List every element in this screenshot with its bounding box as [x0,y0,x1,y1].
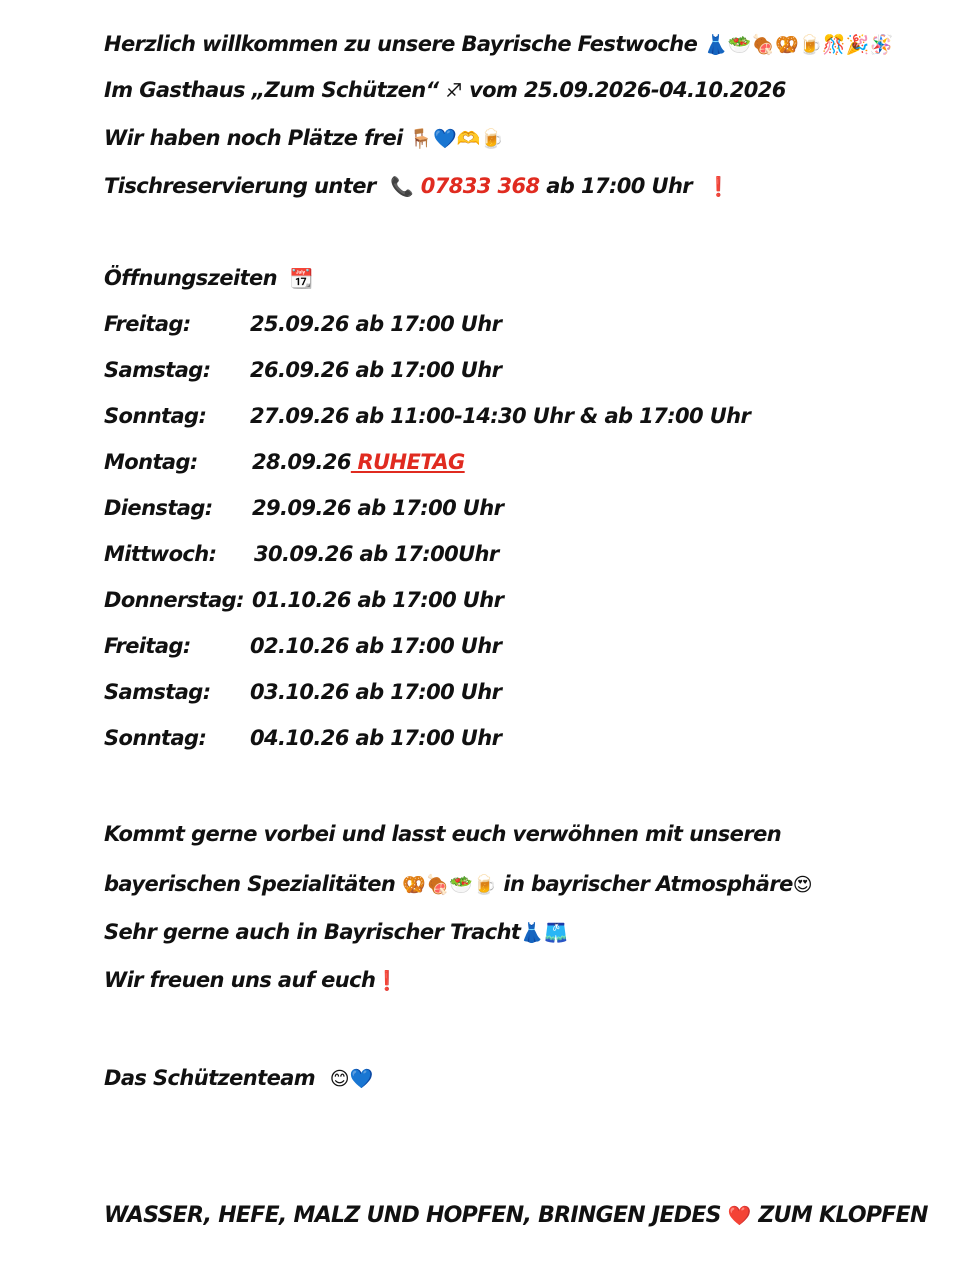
hours-row-time: 28.09.26 [252,450,351,474]
hours-row-time: 25.09.26 ab 17:00 Uhr [250,312,502,336]
hours-row [104,495,503,521]
outro-line-specialties [104,871,813,898]
hours-row-day: Freitag: [104,312,191,336]
heart-icon: ❤️ [727,1205,752,1227]
outro-line-tracht [104,919,568,946]
exclamation-icon: ❗ [375,970,399,992]
hours-row-day: Samstag: [104,680,211,704]
phone-number[interactable]: 07833 368 [420,174,540,198]
hours-row [104,633,501,659]
hours-row-time: 29.09.26 ab 17:00 Uhr [252,496,504,520]
hours-title-text: Öffnungszeiten [104,266,278,290]
intro-line-venue [104,77,786,104]
intro-line-welcome [104,31,893,58]
hours-row-day: Dienstag: [104,496,213,520]
reservation-text: Tischreservierung unter [104,174,376,198]
outro-line-invite [104,821,781,847]
phone-icon: 📞 [390,176,414,198]
slogan-part-2: ZUM KLOPFEN [758,1203,928,1228]
welcome-text: Herzlich willkommen zu unsere Bayrische Festwoche [104,32,698,56]
smile-heart-icons: 😊💙 [329,1068,374,1090]
hours-row-time: 01.10.26 ab 17:00 Uhr [252,588,504,612]
hours-row [104,311,501,337]
hours-row [104,449,465,475]
signature-text: Das Schützenteam [104,1066,316,1090]
hours-row [104,725,501,751]
calendar-icon: 📆 [289,268,314,290]
slogan-part-1: WASSER, HEFE, MALZ UND HOPFEN, BRINGEN JEDES [104,1203,721,1228]
outro-line-looking-forward [104,967,399,994]
hours-title [104,265,313,292]
reservation-time-text: ab 17:00 Uhr [546,174,693,198]
hours-row-day: Freitag: [104,634,191,658]
hours-row [104,403,750,429]
hours-row-time: 04.10.26 ab 17:00 Uhr [250,726,502,750]
hours-row-time: 02.10.26 ab 17:00 Uhr [250,634,502,658]
invite-text: Kommt gerne vorbei und lasst euch verwöhnen mit unseren [104,822,782,846]
exclamation-icon: ❗ [706,176,731,198]
hours-row [104,587,503,613]
intro-line-seats [104,125,504,152]
hours-row-time: 30.09.26 ab 17:00Uhr [254,542,499,566]
seat-heart-beer-icons: 🪑💙🫶🍺 [409,128,505,150]
atmosphere-text: in bayrischer Atmosphäre [503,872,793,896]
signature [104,1065,373,1092]
heart-eyes-icon: 😍 [792,874,813,896]
food-beer-icons: 🥨🍖🥗🍺 [402,874,497,896]
looking-forward-text: Wir freuen uns auf euch [104,968,376,992]
hours-row [104,357,501,383]
specialties-text: bayerischen Spezialitäten [104,872,396,896]
hours-row-day: Montag: [104,450,198,474]
tracht-text: Sehr gerne auch in Bayrischer Tracht [104,920,521,944]
date-range-text: vom 25.09.2026-04.10.2026 [469,78,786,102]
hours-row-time: 27.09.26 ab 11:00-14:30 Uhr & ab 17:00 Uhr [250,404,751,428]
footer-slogan [104,1203,928,1229]
seats-text: Wir haben noch Plätze frei [104,126,403,150]
festive-emoji-icons: 👗🥗🍖🥨🍺🎊🎉🪅 [703,34,894,56]
hours-row-time: 26.09.26 ab 17:00 Uhr [250,358,502,382]
venue-text: Im Gasthaus „Zum Schützen“ [104,78,439,102]
sagittarius-icon: ♐ [445,80,463,102]
dress-lederhosen-icons: 👗🩳 [520,922,568,944]
intro-line-reservation [104,173,730,200]
hours-row-time: 03.10.26 ab 17:00 Uhr [250,680,502,704]
hours-row [104,541,499,567]
hours-row [104,679,501,705]
hours-row-day: Sonntag: [104,404,207,428]
hours-row-day: Mittwoch: [104,542,217,566]
hours-row-day: Samstag: [104,358,211,382]
rest-day-label: RUHETAG [350,450,465,474]
hours-row-day: Donnerstag: [104,588,244,612]
hours-row-day: Sonntag: [104,726,207,750]
